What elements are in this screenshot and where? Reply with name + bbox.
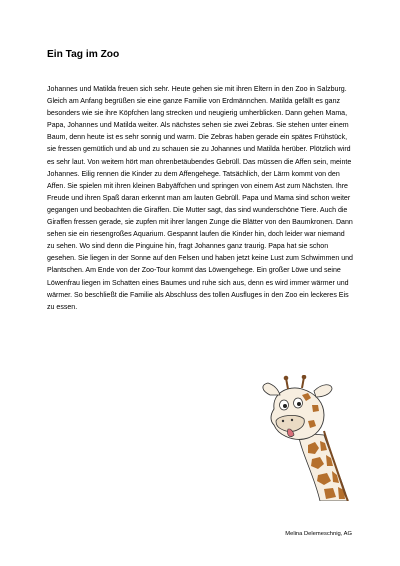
story-paragraph: Johannes und Matilda freuen sich sehr. Heute gehen sie mit ihren Eltern in den Zoo in Salzburg. Gleich am Anfang begrüßen sie eine ganze Familie von Erdmännchen. Matilda gefällt es ganz besonders wie sie ihre Köpfchen lang strecken und neugierig umherblicken. Dann gehen Mama, Papa, Johannes und Matilda weiter. Als nächstes sehen sie zwei Zebras. Sie stehen unter einem Baum, denn heute ist es sehr sonnig und warm. Die Zebras haben gerade ein spätes Frühstück, sie fressen gemütlich und ab und zu schauen sie zu Johannes und Matilda herüber. Plötzlich wird es sehr laut. Von weitem hört man ohrenbetäubendes Gebrüll. Das müssen die Affen sein, meinte Johannes. Eilig rennen die Kinder zu dem Affengehege. Tatsächlich, der Lärm kommt von den Affen. Sie spielen mit ihren kleinen Babyäffchen und springen von einem Ast zum Nächsten. Ihre Freude und ihren Spaß daran erkennt man am lauten Gebrüll. Papa und Mama sind schon weiter gegangen und beobachten die Giraffen. Die Mutter sagt, das sind wunderschöne Tiere. Auch die Giraffen fressen gerade, sie zupfen mit ihrer langen Zunge die Blätter von den Baumkronen. Dann sehen sie ein riesengroßes Aquarium. Gespannt laufen die Kinder hin, doch leider war niemand zu sehen. Wo sind denn die Pinguine hin, fragt Johannes ganz traurig. Papa hat sie schon gesehen. Sie liegen in der Sonne auf den Felsen und haben jetzt keine Lust zum Schwimmen und Plantschen. Am Ende von der Zoo-Tour kommt das Löwengehege. Ein großer Löwe und seine Löwenfrau liegen im Schatten eines Baumes und ruhe sich aus, denn es wird immer wärmer und wärmer. So beschließt die Familie als Abschluss des tollen Ausfluges in den Zoo ein leckeres Eis zu essen. [47, 86, 353, 311]
document-title: Ein Tag im Zoo [47, 49, 120, 60]
giraffe-icon [258, 375, 354, 501]
document-footer: Melina Delemeschnig, AG [285, 531, 352, 537]
